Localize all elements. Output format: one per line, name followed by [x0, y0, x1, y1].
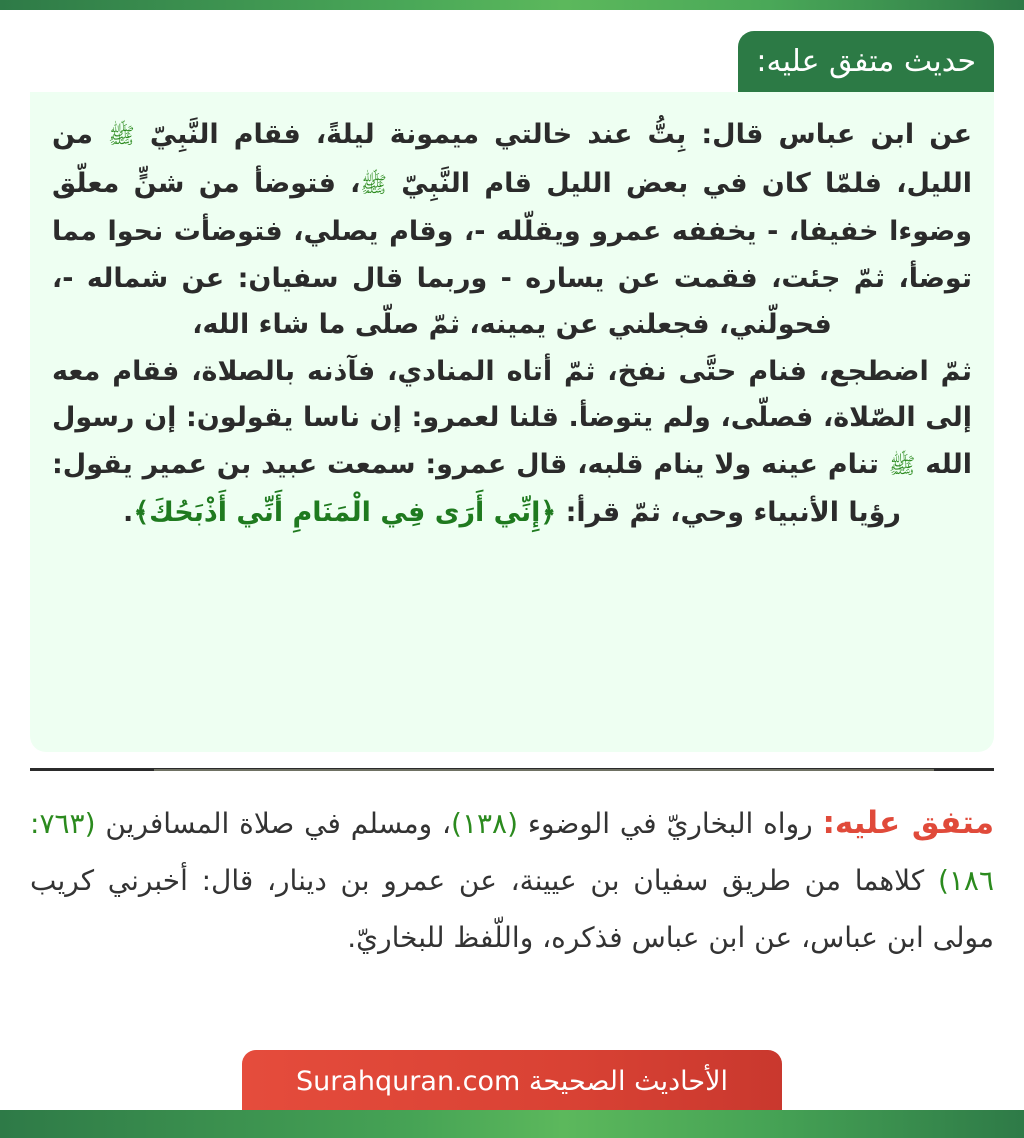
section-divider — [30, 768, 994, 771]
section-title-text: حديث متفق عليه: — [756, 44, 976, 79]
salla-allahu-alayhi-wasallam-icon: ﷺ — [108, 124, 135, 149]
hadith-text: تنام عينه ولا ينام قلبه، قال عمرو: سمعت عبيد بن عمير يقول: رؤيا الأنبياء وحي، ثمّ قرأ: — [52, 448, 901, 528]
hadith-text-box — [30, 92, 994, 752]
muslim-reference-number: (٧٦٣: ١٨٦) — [30, 807, 994, 897]
takhrij-text: رواه البخاريّ في الوضوء — [527, 807, 813, 840]
hadith-paragraph-1 — [52, 112, 972, 349]
takhrij-text: ، ومسلم في صلاة المسافرين — [105, 807, 452, 840]
takhrij-reference — [30, 795, 994, 966]
takhrij-label: متفق عليه: — [822, 805, 995, 841]
hadith-paragraph-2 — [52, 349, 972, 537]
salla-allahu-alayhi-wasallam-icon: ﷺ — [888, 453, 916, 479]
bottom-decorative-bar — [0, 1110, 1024, 1138]
quran-verse: ﴿إِنِّي أَرَى فِي الْمَنَامِ أَنِّي أَذْبَحُكَ﴾ — [133, 497, 557, 528]
hadith-text: ثمّ اضطجع، فنام حتَّى نفخ، ثمّ أتاه المنادي، فآذنه بالصلاة، فقام معه إلى الصّلاة، فصلّى، ولم يتوضأ. قلنا لعمرو: إن ناسا يقولون: إن رسول الله — [52, 355, 972, 480]
top-decorative-bar — [0, 0, 1024, 10]
hadith-text: . — [123, 497, 134, 528]
salla-allahu-alayhi-wasallam-icon: ﷺ — [360, 172, 387, 198]
hadith-text: عن ابن عباس قال: بِتُّ عند خالتي ميمونة ليلةً، فقام النَّبِيّ — [149, 119, 973, 150]
takhrij-text: كلاهما من طريق سفيان بن عيينة، عن عمرو بن دينار، قال: أخبرني كريب مولى ابن عباس، عن ابن عباس فذكره، واللّفظ للبخاريّ. — [30, 864, 994, 954]
bukhari-reference-number: (١٣٨) — [451, 807, 519, 840]
site-watermark-badge — [242, 1050, 782, 1112]
section-title — [738, 31, 994, 93]
divider-inner-line — [154, 769, 934, 771]
hadith-text: من الليل، فلمّا كان في بعض الليل قام النَّبِيّ — [52, 119, 972, 199]
site-watermark-text: الأحاديث الصحيحة Surahquran.com — [296, 1066, 728, 1097]
hadith-text: ، فتوضأ من شنٍّ معلّق وضوءا خفيفا، - يخففه عمرو ويقلّله -، وقام يصلي، فتوضأت نحوا مما توضأ، ثمّ جئت، فقمت عن يساره - وربما قال سفيان: عن شماله -، فحولّني، فجعلني عن يمينه، ثمّ صلّى ما شاء الله، — [52, 167, 972, 340]
